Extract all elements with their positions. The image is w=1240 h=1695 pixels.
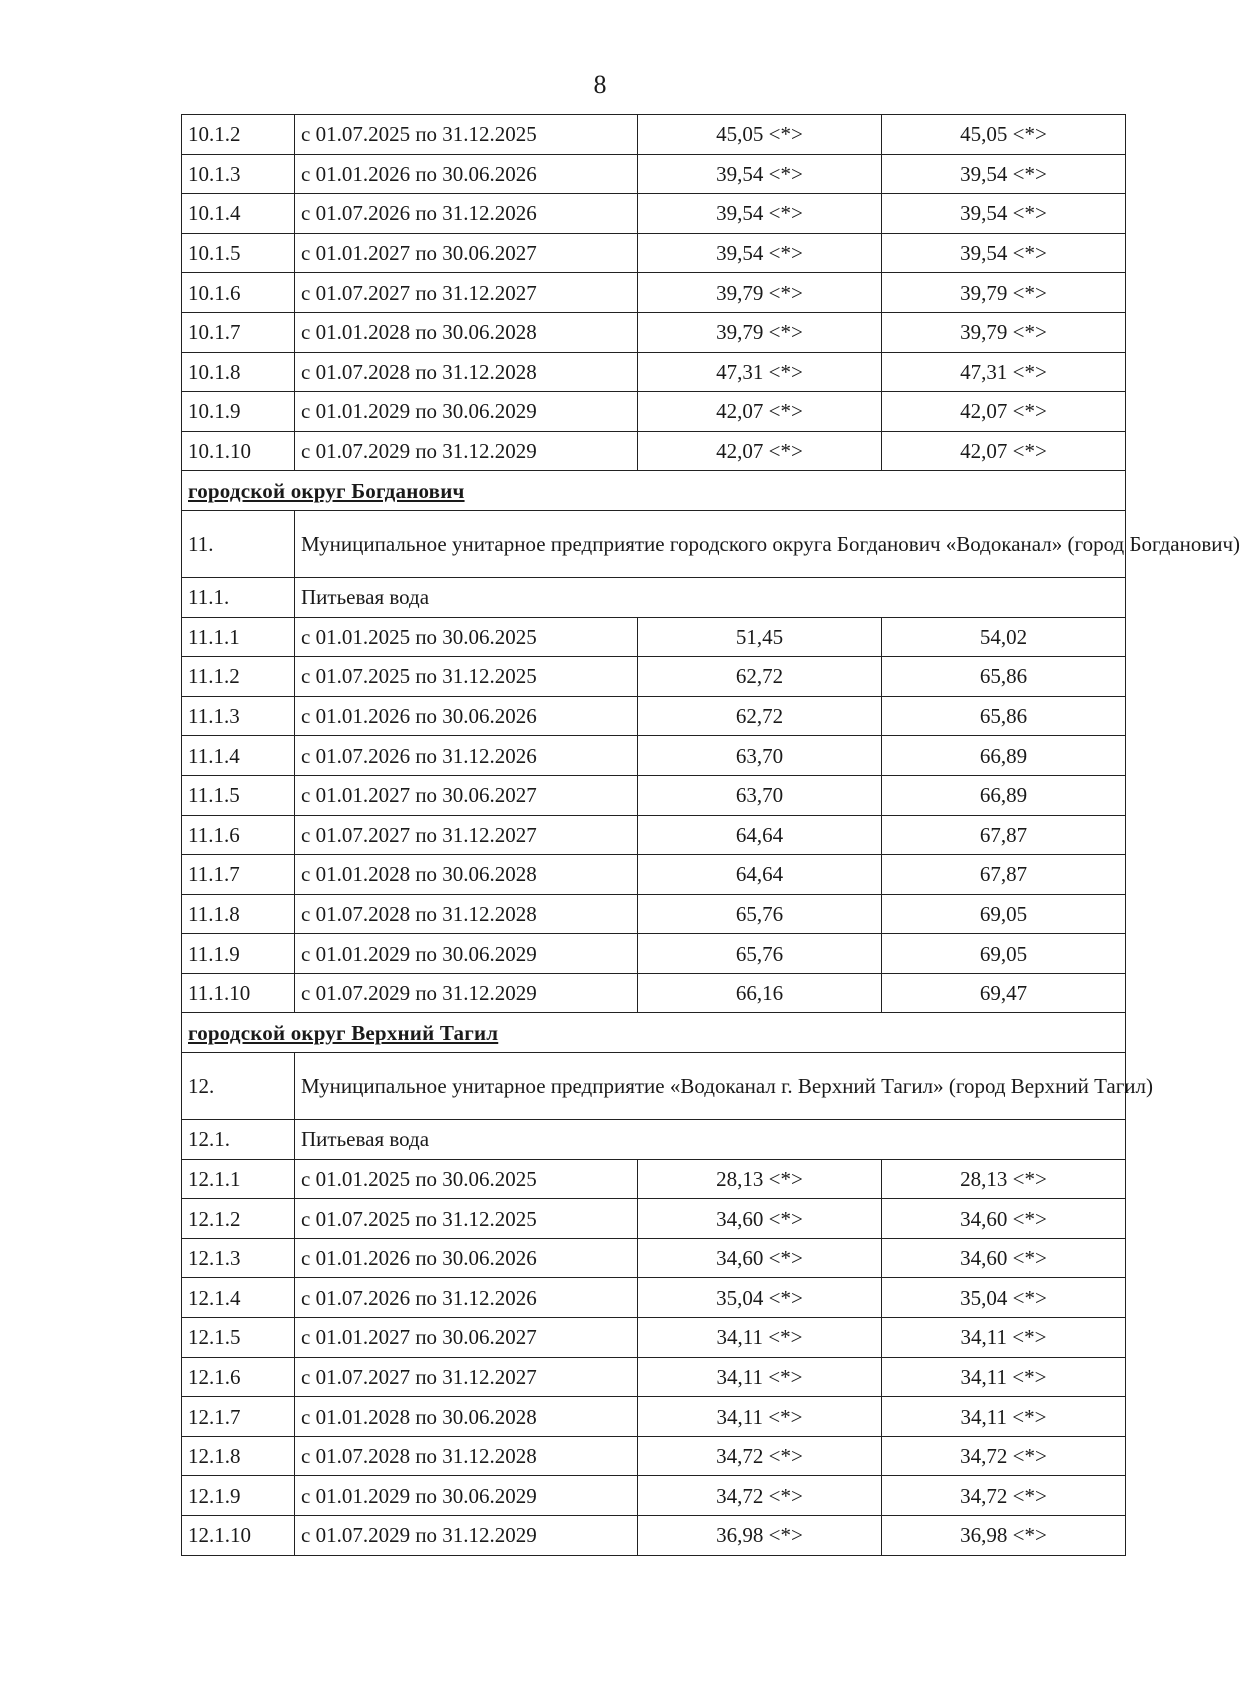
row-number: 12.1.1	[182, 1159, 295, 1199]
row-period: с 01.07.2029 по 31.12.2029	[295, 1516, 638, 1556]
row-value-2: 69,05	[882, 934, 1126, 974]
row-period: с 01.01.2029 по 30.06.2029	[295, 1476, 638, 1516]
row-number: 11.1.6	[182, 815, 295, 855]
row-number: 12.1.6	[182, 1357, 295, 1397]
row-period: с 01.07.2026 по 31.12.2026	[295, 1278, 638, 1318]
row-value-2: 34,11 <*>	[882, 1318, 1126, 1358]
row-value-2: 34,11 <*>	[882, 1397, 1126, 1437]
row-number: 11.1.2	[182, 657, 295, 697]
row-value-2: 66,89	[882, 775, 1126, 815]
district-header-row	[182, 1013, 1126, 1053]
row-value-2: 34,72 <*>	[882, 1436, 1126, 1476]
row-period: с 01.01.2029 по 30.06.2029	[295, 934, 638, 974]
row-number: 11.1.9	[182, 934, 295, 974]
row-value-1: 45,05 <*>	[638, 115, 882, 155]
row-number: 10.1.6	[182, 273, 295, 313]
row-period: с 01.01.2026 по 30.06.2026	[295, 696, 638, 736]
row-period: с 01.07.2029 по 31.12.2029	[295, 973, 638, 1013]
row-period: с 01.01.2025 по 30.06.2025	[295, 617, 638, 657]
row-period: с 01.07.2025 по 31.12.2025	[295, 657, 638, 697]
row-period: с 01.01.2028 по 30.06.2028	[295, 312, 638, 352]
row-value-2: 47,31 <*>	[882, 352, 1126, 392]
organization-row	[182, 510, 1126, 577]
row-value-1: 64,64	[638, 815, 882, 855]
table-row	[182, 855, 1126, 895]
row-number: 12.1.10	[182, 1516, 295, 1556]
table-row	[182, 1318, 1126, 1358]
organization-row	[182, 1053, 1126, 1120]
row-value-1: 34,11 <*>	[638, 1397, 882, 1437]
row-number: 11.1.1	[182, 617, 295, 657]
table-row	[182, 312, 1126, 352]
row-value-2: 34,11 <*>	[882, 1357, 1126, 1397]
row-value-2: 35,04 <*>	[882, 1278, 1126, 1318]
row-number: 11.1.10	[182, 973, 295, 1013]
row-period: с 01.07.2029 по 31.12.2029	[295, 431, 638, 471]
table-row	[182, 617, 1126, 657]
district-title: городской округ Верхний Тагил	[182, 1013, 1126, 1053]
page-number: 8	[593, 70, 607, 99]
row-value-1: 47,31 <*>	[638, 352, 882, 392]
row-value-1: 36,98 <*>	[638, 1516, 882, 1556]
table-row	[182, 154, 1126, 194]
table-row	[182, 657, 1126, 697]
row-value-2: 39,54 <*>	[882, 233, 1126, 273]
row-value-2: 42,07 <*>	[882, 392, 1126, 432]
row-number: 11.1.3	[182, 696, 295, 736]
table-row	[182, 973, 1126, 1013]
row-value-1: 62,72	[638, 696, 882, 736]
row-number: 10.1.10	[182, 431, 295, 471]
tariff-table	[181, 114, 1240, 1556]
row-value-1: 28,13 <*>	[638, 1159, 882, 1199]
row-number: 12.	[182, 1053, 295, 1120]
row-period: с 01.07.2026 по 31.12.2026	[295, 736, 638, 776]
row-period: с 01.01.2028 по 30.06.2028	[295, 855, 638, 895]
row-value-1: 39,54 <*>	[638, 154, 882, 194]
table-row	[182, 1278, 1126, 1318]
row-value-2: 45,05 <*>	[882, 115, 1126, 155]
row-value-1: 42,07 <*>	[638, 392, 882, 432]
row-number: 11.	[182, 510, 295, 577]
row-value-2: 34,60 <*>	[882, 1199, 1126, 1239]
row-value-2: 39,79 <*>	[882, 312, 1126, 352]
row-number: 10.1.2	[182, 115, 295, 155]
row-value-1: 34,11 <*>	[638, 1318, 882, 1358]
row-number: 10.1.7	[182, 312, 295, 352]
row-number: 12.1.9	[182, 1476, 295, 1516]
table-row	[182, 894, 1126, 934]
row-number: 12.1.7	[182, 1397, 295, 1437]
table-row	[182, 431, 1126, 471]
row-number: 11.1.8	[182, 894, 295, 934]
table-row	[182, 233, 1126, 273]
row-number: 11.1.7	[182, 855, 295, 895]
district-title: городской округ Богданович	[182, 471, 1126, 511]
row-period: с 01.01.2028 по 30.06.2028	[295, 1397, 638, 1437]
row-number: 11.1.4	[182, 736, 295, 776]
row-value-1: 39,54 <*>	[638, 194, 882, 234]
row-number: 12.1.	[182, 1120, 295, 1160]
row-value-1: 39,79 <*>	[638, 273, 882, 313]
table-row	[182, 1199, 1126, 1239]
row-period: с 01.07.2028 по 31.12.2028	[295, 1436, 638, 1476]
row-value-2: 28,13 <*>	[882, 1159, 1126, 1199]
table-row	[182, 696, 1126, 736]
row-value-1: 51,45	[638, 617, 882, 657]
table-row	[182, 775, 1126, 815]
row-value-2: 67,87	[882, 855, 1126, 895]
row-number: 10.1.5	[182, 233, 295, 273]
table-row	[182, 352, 1126, 392]
row-value-1: 66,16	[638, 973, 882, 1013]
row-value-1: 34,60 <*>	[638, 1238, 882, 1278]
row-value-2: 65,86	[882, 657, 1126, 697]
row-number: 12.1.8	[182, 1436, 295, 1476]
row-number: 10.1.9	[182, 392, 295, 432]
row-value-2: 69,47	[882, 973, 1126, 1013]
row-value-2: 42,07 <*>	[882, 431, 1126, 471]
row-number: 12.1.3	[182, 1238, 295, 1278]
row-period: с 01.07.2026 по 31.12.2026	[295, 194, 638, 234]
row-period: с 01.01.2025 по 30.06.2025	[295, 1159, 638, 1199]
row-number: 11.1.5	[182, 775, 295, 815]
row-value-2: 39,79 <*>	[882, 273, 1126, 313]
row-period: с 01.01.2027 по 30.06.2027	[295, 233, 638, 273]
table-row	[182, 273, 1126, 313]
row-period: с 01.07.2025 по 31.12.2025	[295, 115, 638, 155]
row-value-1: 34,60 <*>	[638, 1199, 882, 1239]
table-row	[182, 1238, 1126, 1278]
row-value-2: 36,98 <*>	[882, 1516, 1126, 1556]
subsection-title: Питьевая вода	[295, 1120, 1126, 1160]
row-value-1: 65,76	[638, 894, 882, 934]
row-number: 10.1.4	[182, 194, 295, 234]
row-value-2: 39,54 <*>	[882, 194, 1126, 234]
table-row	[182, 1436, 1126, 1476]
row-period: с 01.07.2028 по 31.12.2028	[295, 894, 638, 934]
row-value-1: 34,72 <*>	[638, 1476, 882, 1516]
row-period: с 01.07.2025 по 31.12.2025	[295, 1199, 638, 1239]
subsection-row	[182, 1120, 1126, 1160]
row-period: с 01.01.2029 по 30.06.2029	[295, 392, 638, 432]
organization-name: Муниципальное унитарное предприятие городского округа Богданович «Водоканал» (город Богданович)	[295, 510, 1126, 577]
row-value-2: 54,02	[882, 617, 1126, 657]
row-value-2: 66,89	[882, 736, 1126, 776]
row-value-1: 64,64	[638, 855, 882, 895]
row-value-1: 39,54 <*>	[638, 233, 882, 273]
row-period: с 01.07.2027 по 31.12.2027	[295, 1357, 638, 1397]
subsection-title: Питьевая вода	[295, 577, 1126, 617]
row-period: с 01.01.2027 по 30.06.2027	[295, 1318, 638, 1358]
row-number: 11.1.	[182, 577, 295, 617]
organization-name: Муниципальное унитарное предприятие «Водоканал г. Верхний Тагил» (город Верхний Тагил)	[295, 1053, 1126, 1120]
row-period: с 01.07.2027 по 31.12.2027	[295, 273, 638, 313]
table-row	[182, 1516, 1126, 1556]
subsection-row	[182, 577, 1126, 617]
row-value-2: 69,05	[882, 894, 1126, 934]
table-row	[182, 1357, 1126, 1397]
row-period: с 01.01.2026 по 30.06.2026	[295, 154, 638, 194]
row-period: с 01.01.2026 по 30.06.2026	[295, 1238, 638, 1278]
row-value-2: 34,72 <*>	[882, 1476, 1126, 1516]
row-value-2: 39,54 <*>	[882, 154, 1126, 194]
table-row	[182, 194, 1126, 234]
table-row	[182, 1397, 1126, 1437]
row-value-1: 63,70	[638, 736, 882, 776]
row-value-1: 42,07 <*>	[638, 431, 882, 471]
row-value-1: 35,04 <*>	[638, 1278, 882, 1318]
table-row	[182, 1476, 1126, 1516]
tariff-table-body	[182, 115, 1240, 1556]
row-period: с 01.01.2027 по 30.06.2027	[295, 775, 638, 815]
row-period: с 01.07.2027 по 31.12.2027	[295, 815, 638, 855]
row-number: 12.1.2	[182, 1199, 295, 1239]
row-period: с 01.07.2028 по 31.12.2028	[295, 352, 638, 392]
row-value-1: 34,72 <*>	[638, 1436, 882, 1476]
row-number: 12.1.4	[182, 1278, 295, 1318]
row-number: 10.1.8	[182, 352, 295, 392]
table-row	[182, 1159, 1126, 1199]
table-row	[182, 736, 1126, 776]
row-value-1: 65,76	[638, 934, 882, 974]
row-value-1: 39,79 <*>	[638, 312, 882, 352]
table-row	[182, 815, 1126, 855]
row-value-1: 34,11 <*>	[638, 1357, 882, 1397]
table-row	[182, 934, 1126, 974]
row-value-1: 62,72	[638, 657, 882, 697]
row-value-2: 65,86	[882, 696, 1126, 736]
row-number: 10.1.3	[182, 154, 295, 194]
row-value-1: 63,70	[638, 775, 882, 815]
row-value-2: 34,60 <*>	[882, 1238, 1126, 1278]
row-value-2: 67,87	[882, 815, 1126, 855]
row-number: 12.1.5	[182, 1318, 295, 1358]
district-header-row	[182, 471, 1126, 511]
table-row	[182, 392, 1126, 432]
table-row	[182, 115, 1126, 155]
